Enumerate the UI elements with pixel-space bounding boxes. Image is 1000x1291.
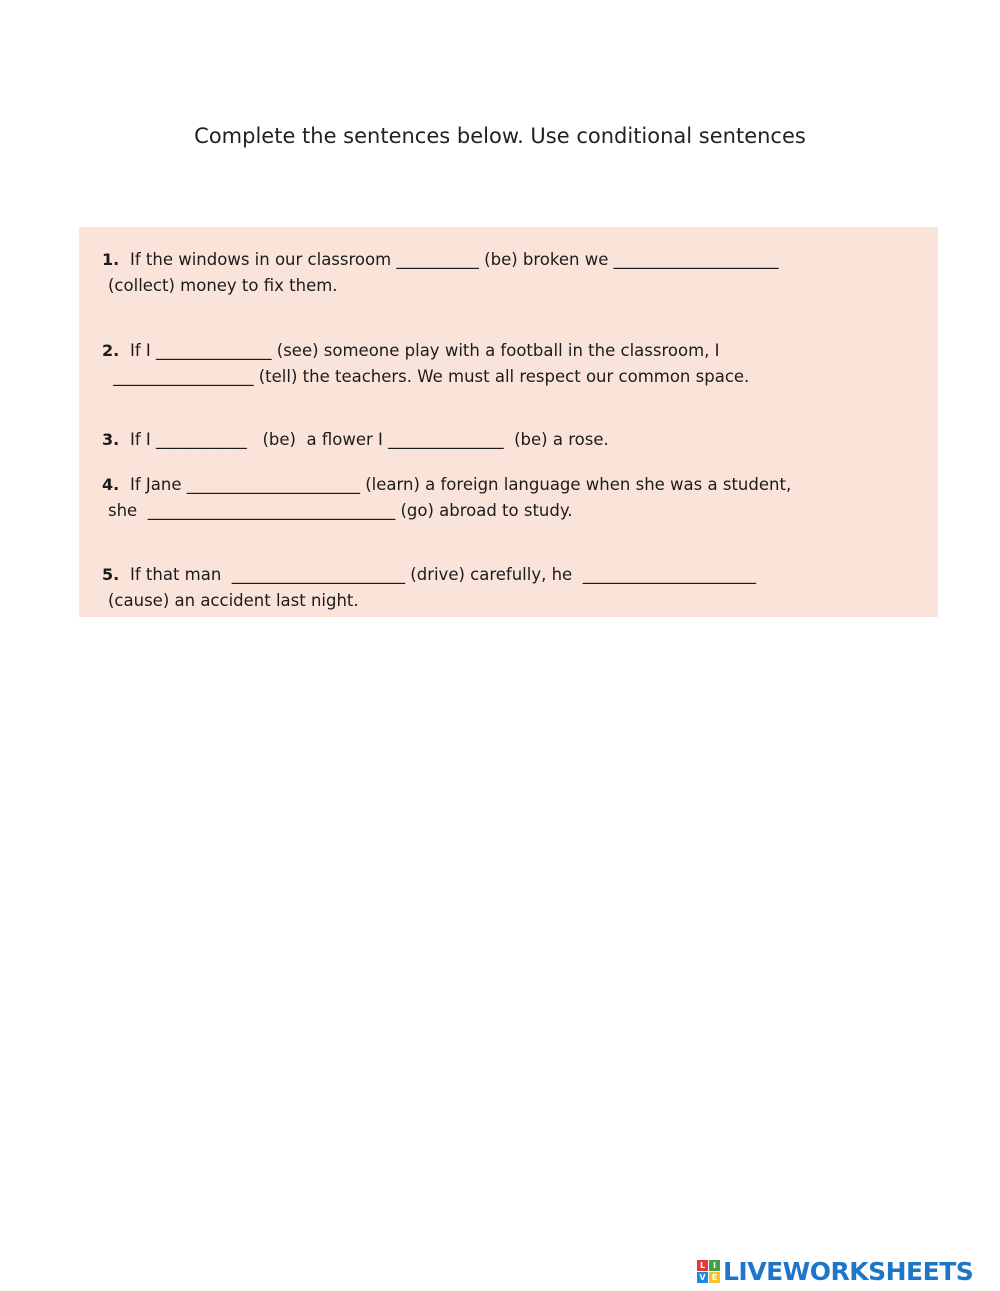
logo-icon	[697, 1260, 720, 1283]
item-text: If the windows in our classroom __________ (be) broken we ____________________	[129, 250, 779, 269]
item-text: If I ___________ (be) a flower I ______________ (be) a rose.	[129, 430, 609, 449]
logo-letter: L	[697, 1260, 708, 1271]
item-number: 4.	[101, 475, 120, 494]
logo-letter: I	[709, 1260, 720, 1271]
exercise-panel	[79, 227, 938, 617]
item-number: 1.	[101, 250, 120, 269]
worksheet-title: Complete the sentences below. Use conditional sentences	[194, 124, 806, 148]
item-text: If Jane _____________________ (learn) a foreign language when she was a student,	[129, 475, 792, 494]
item-4-line-2: she ______________________________ (go) abroad to study.	[108, 501, 573, 520]
item-5-line-2: (cause) an accident last night.	[108, 591, 359, 610]
item-2-line-2: _________________ (tell) the teachers. We must all respect our common space.	[108, 367, 750, 386]
item-number: 2.	[101, 341, 120, 360]
logo-letter: V	[697, 1272, 708, 1283]
brand-name: LIVEWORKSHEETS	[723, 1256, 974, 1286]
liveworksheets-logo	[697, 1258, 973, 1284]
item-number: 5.	[101, 565, 120, 584]
logo-letter: E	[709, 1272, 720, 1283]
item-text: If I ______________ (see) someone play with a football in the classroom, I	[129, 341, 720, 360]
item-number: 3.	[101, 430, 120, 449]
item-1-line-2: (collect) money to fix them.	[108, 276, 338, 295]
item-text: If that man _____________________ (drive) carefully, he _____________________	[129, 565, 756, 584]
